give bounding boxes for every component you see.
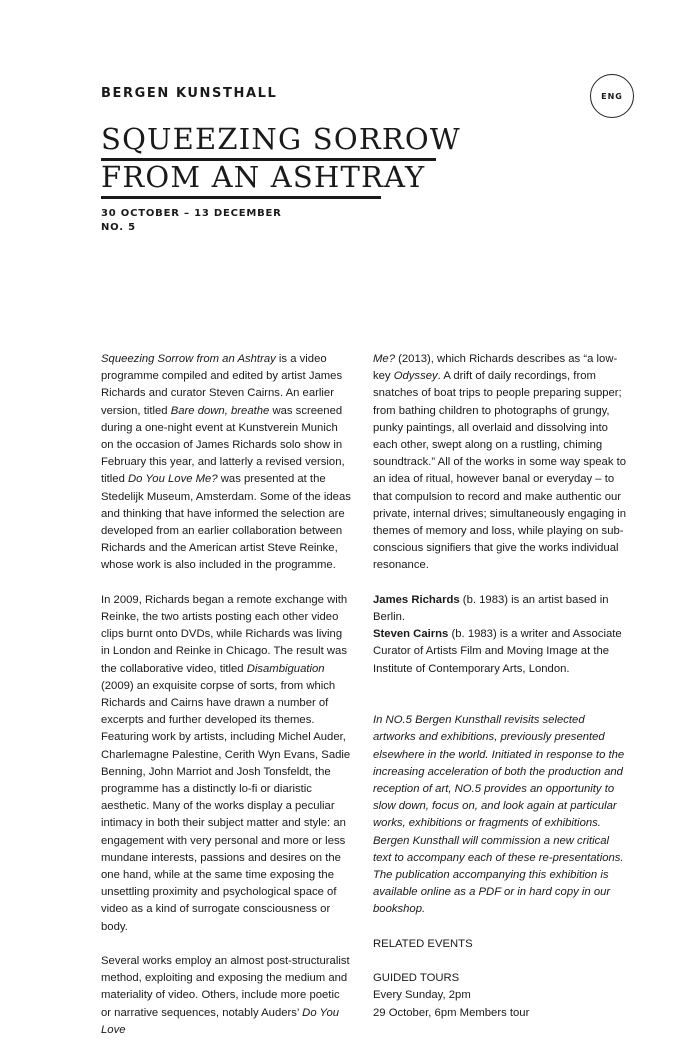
text-column-right bbox=[373, 351, 630, 1022]
text: Several works employ an almost post-structuralist method, exploiting and exposing the medium and materiality of video. Others, include more poetic or narrative sequences, notably Auders’ bbox=[101, 955, 350, 1019]
title-ref: Do You Love bbox=[101, 1006, 340, 1036]
text-column-left bbox=[101, 351, 351, 1056]
title-ref: Squeezing Sorrow from an Ashtray bbox=[101, 353, 276, 365]
issue-number: NO. 5 bbox=[101, 222, 136, 233]
text: is a video programme compiled and edited by artist James Richards and curator Steven Cairns. An earlier version, titled bbox=[101, 353, 343, 417]
text: (b. 1983) is a writer and Associate Curator of Artists Film and Moving Image at the Institute of Contemporary Arts, London. bbox=[373, 628, 622, 675]
exhibition-dates: 30 OCTOBER – 13 DECEMBER bbox=[101, 208, 282, 219]
paragraph-no5-about: In NO.5 Bergen Kunsthall revisits selected artworks and exhibitions, previously presented elsewhere in the world. Initiated in response to the increasing acceleration of both the production and reception of art, NO.5 provides an opportunity to slow down, focus on, and look again at particular works, exhibitions or fragments of exhibitions. Bergen Kunsthall will commission a new critical text to accompany each of these re-presentations. The publication accompanying this exhibition is available online as a PDF or in hard copy in our bookshop. bbox=[373, 714, 625, 916]
text: (2013), which Richards describes as “a low-key bbox=[373, 353, 618, 383]
text: (b. 1983) is an artist based in Berlin. bbox=[373, 593, 609, 624]
title-ref: Odyssey bbox=[393, 370, 438, 383]
title-line-1: SQUEEZING SORROW bbox=[101, 122, 436, 161]
title-ref: Me? bbox=[373, 353, 395, 365]
title-ref: Disambiguation bbox=[246, 662, 325, 675]
curator-name: Steven Cairns bbox=[373, 628, 449, 641]
guided-tours-heading: GUIDED TOURS bbox=[373, 972, 460, 985]
tour-schedule-members: 29 October, 6pm Members tour bbox=[373, 1006, 530, 1019]
title-ref: Bare down, breathe bbox=[170, 404, 270, 417]
title-line-2: FROM AN ASHTRAY bbox=[101, 160, 381, 199]
institution-name: BERGEN KUNSTHALL bbox=[101, 86, 278, 101]
paragraph-history bbox=[101, 592, 351, 936]
text: In 2009, Richards began a remote exchange with Reinke, the two artists posting each other video clips burnt onto DVDs, while Richards was living in London and Reinke in Chicago. The result was the collaborative video, titled bbox=[101, 593, 348, 675]
paragraph-bios bbox=[373, 592, 630, 678]
related-events-heading: RELATED EVENTS bbox=[373, 937, 473, 950]
title-ref: Do You Love Me? bbox=[128, 473, 218, 486]
artist-name: James Richards bbox=[373, 593, 460, 606]
tour-schedule-weekly: Every Sunday, 2pm bbox=[373, 989, 471, 1002]
language-button[interactable]: ENG bbox=[590, 74, 634, 118]
text: . A drift of daily recordings, from snatches of boat trips to people preparing supper; from bathing children to photographs of grungy, punky paintings, all overlaid and dissolving into each other, swept along on a rustling, chiming soundtrack.” All of the works in some way speak to an idea of ritual, however banal or everyday – to that compulsion to record and make authentic our private, internal drives; simultaneously engaging in themes of memory and loss, while playing on sub-conscious signifiers that give the works individual resonance. bbox=[373, 370, 627, 572]
text: was presented at the Stedelijk Museum, Amsterdam. Some of the ideas and thinking that have informed the selection are developed from an earlier collaboration between Richards and the American artist Steve Reinke, whose work is also included in the programme. bbox=[101, 473, 351, 572]
paragraph-method bbox=[101, 953, 351, 1039]
text: (2009) an exquisite corpse of sorts, from which Richards and Cairns have drawn a number of excerpts and further developed its themes. Featuring work by artists, including Michel Auder, Charlemagne Palestine, Cerith Wyn Evans, Sadie Benning, John Marriot and Josh Tonsfeldt, the programme has a distinctly lo-fi or diaristic aesthetic. Many of the works display a peculiar intimacy in both their subject matter and style: an engagement with very personal and more or less mundane interests, passions and desires on the one hand, while at the same time exposing the unsettling proximity and psychological space of video as a kind of surrogate consciousness or body. bbox=[101, 679, 351, 933]
paragraph-intro bbox=[101, 351, 351, 575]
paragraph-odyssey bbox=[373, 351, 630, 575]
text: was screened during a one-night event at Kunstverein Munich on the occasion of James Richards solo show in February this year, and latterly a revised version, titled bbox=[101, 404, 345, 486]
